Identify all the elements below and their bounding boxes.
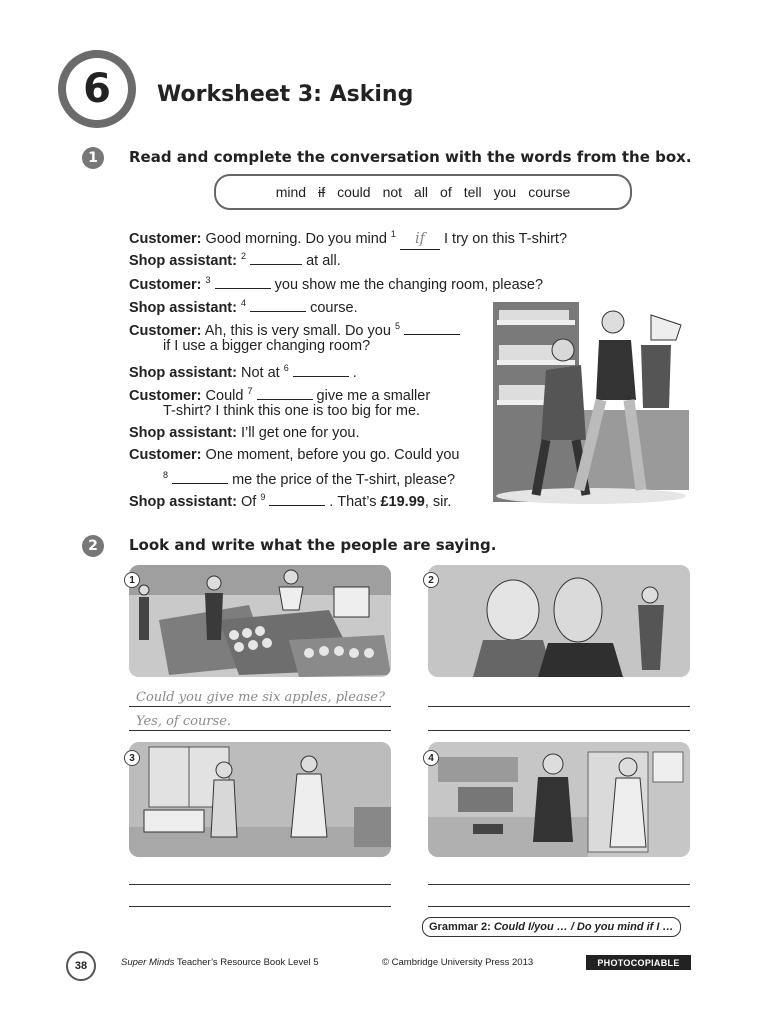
answer-blank-4[interactable] — [250, 297, 306, 312]
answer-blank-6[interactable] — [293, 362, 349, 377]
word-box-word: could — [337, 184, 371, 200]
dialogue-line-8: Shop assistant: I’ll get one for you. — [129, 425, 360, 441]
word-box-word: not — [382, 184, 403, 200]
writing-line[interactable] — [428, 706, 690, 707]
writing-line[interactable] — [129, 706, 391, 707]
dialogue-line-1: Customer: Good morning. Do you mind $^1$ if I try on this T-shirt? — [129, 224, 567, 250]
answer-blank-2[interactable] — [250, 250, 302, 265]
grammar-reference: Grammar 2: Could I/you … / Do you mind if I … — [422, 917, 681, 937]
book-title: Super Minds Teacher’s Resource Book Level 5 — [121, 957, 319, 968]
dialogue-line-9-cont: $^8$ me the price of the T-shirt, please? — [163, 470, 456, 488]
answer-blank-3[interactable] — [215, 274, 271, 289]
answer-blank-5[interactable] — [404, 320, 460, 335]
exercise-1-number: 1 — [82, 147, 104, 169]
example-answer-1: Could you give me six apples, please? — [136, 690, 385, 705]
picture-number-4: 4 — [423, 750, 439, 766]
picture-classroom — [129, 742, 391, 857]
example-answer-2: Yes, of course. — [136, 714, 232, 729]
dialogue-line-9: Customer: One moment, before you go. Could you — [129, 447, 460, 463]
dialogue-line-7-cont: T-shirt? I think this one is too big for me. — [163, 403, 421, 419]
dialogue-line-3: Customer: $^3$ you show me the changing room, please? — [129, 275, 544, 293]
unit-number: 6 — [66, 58, 128, 120]
dialogue-line-5-cont: if I use a bigger changing room? — [163, 338, 371, 354]
writing-line[interactable] — [129, 906, 391, 907]
writing-line[interactable] — [129, 884, 391, 885]
picture-shop-women — [428, 565, 690, 677]
word-box-word: course — [528, 184, 571, 200]
writing-line[interactable] — [129, 730, 391, 731]
word-box-word: mind — [275, 184, 307, 200]
answer-blank-7[interactable] — [257, 385, 313, 400]
writing-line[interactable] — [428, 884, 690, 885]
answer-blank-1[interactable]: if — [400, 229, 440, 250]
dialogue-line-6: Shop assistant: Not at $^6$ . — [129, 363, 357, 381]
picture-number-2: 2 — [423, 572, 439, 588]
picture-number-3: 3 — [124, 750, 140, 766]
dialogue-line-7: Customer: Could $^7$ give me a smaller — [129, 386, 431, 404]
dialogue-line-5: Customer: Ah, this is very small. Do you $^5$ — [129, 316, 460, 341]
exercise-2-number: 2 — [82, 535, 104, 557]
word-box-word: you — [493, 184, 517, 200]
page-title: Worksheet 3: Asking — [157, 82, 414, 107]
word-box — [214, 174, 632, 210]
shop-illustration — [491, 300, 689, 506]
answer-blank-9[interactable] — [269, 491, 325, 506]
writing-line[interactable] — [428, 730, 690, 731]
photocopiable-label: PHOTOCOPIABLE — [586, 955, 691, 970]
exercise-1-instruction: Read and complete the conversation with the words from the box. — [129, 148, 692, 166]
word-box-word: tell — [463, 184, 482, 200]
dialogue-line-10: Shop assistant: Of $^9$ . That’s £19.99, sir. — [129, 492, 452, 510]
picture-number-1: 1 — [124, 572, 140, 588]
word-box-word: all — [414, 184, 429, 200]
word-box-word: of — [440, 184, 452, 200]
word-box-word-used: if — [318, 184, 326, 200]
answer-blank-8[interactable] — [172, 469, 228, 484]
writing-line[interactable] — [428, 906, 690, 907]
picture-market — [129, 565, 391, 677]
dialogue-line-2: Shop assistant: $^2$ at all. — [129, 251, 341, 269]
copyright: © Cambridge University Press 2013 — [382, 957, 534, 968]
dialogue-line-4: Shop assistant: $^4$ course. — [129, 298, 358, 316]
exercise-2-instruction: Look and write what the people are saying. — [129, 536, 497, 554]
picture-kitchen — [428, 742, 690, 857]
page-number: 38 — [66, 951, 96, 981]
